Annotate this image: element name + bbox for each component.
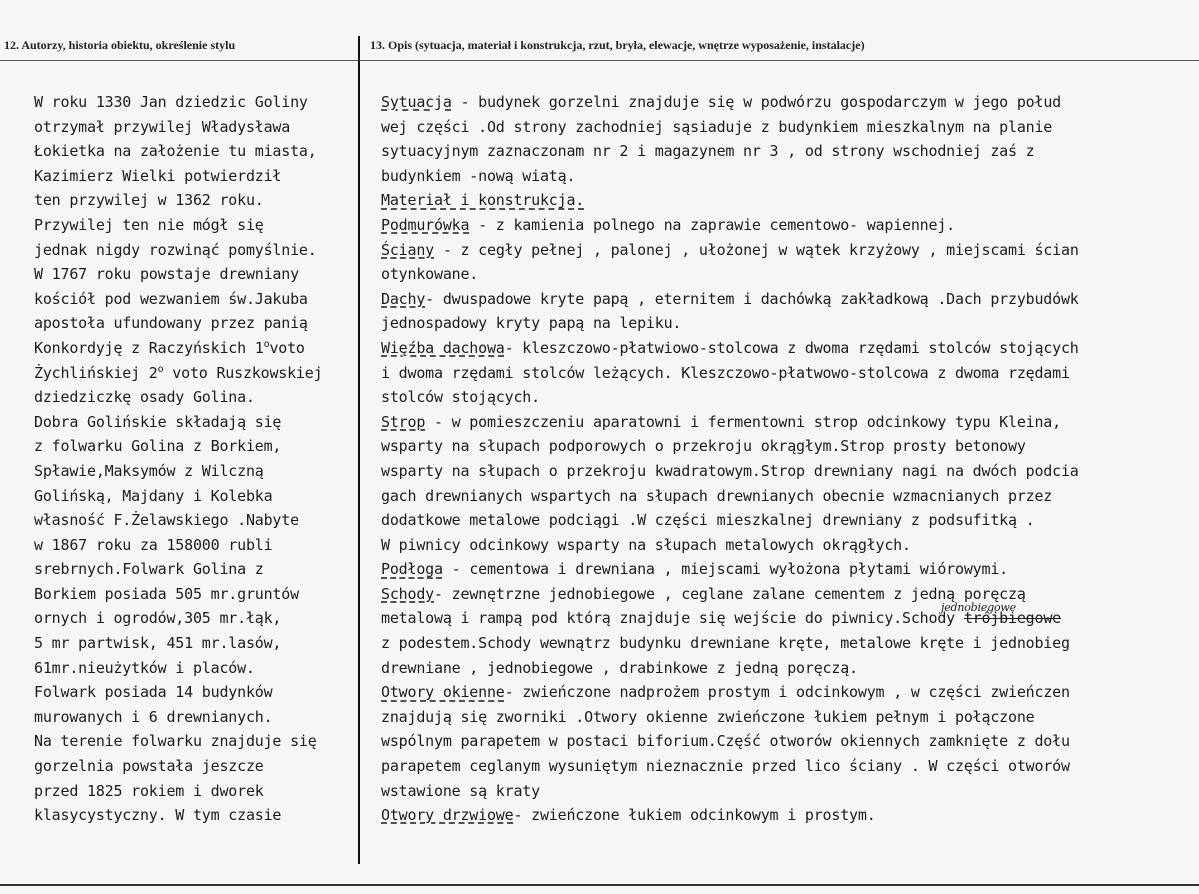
history-line: przed 1825 rokiem i dworek — [34, 781, 264, 800]
history-line: z folwarku Golina z Borkiem, — [34, 437, 282, 456]
section-12-header: 12. Autorzy, historia obiektu, określenie stylu — [4, 38, 236, 52]
description-line: znajdują się zworniki .Otwory okienne zwieńczone łukiem pełnym i połączone — [381, 707, 1035, 726]
history-line: Borkiem posiada 505 mr.gruntów — [34, 584, 299, 603]
description-line — [381, 188, 1195, 213]
description-text: metalową i rampą pod którą znajduje się wejście do piwnicy.Schody — [381, 609, 964, 628]
subsection-heading: Otwory drzwiowe — [381, 806, 514, 825]
description-text: - w pomieszczeniu aparatowni i fermentowni strop odcinkowy typu Kleina, — [425, 412, 1061, 431]
description-line: wsparty na słupach podporowych o przekroju okrągłym.Strop prosty betonowy — [381, 437, 1026, 456]
history-text: Konkordyję z Raczyńskich 1 — [34, 338, 264, 357]
bottom-border — [0, 884, 1199, 886]
history-line — [34, 361, 364, 386]
subsection-heading: Schody — [381, 584, 434, 603]
history-line — [34, 336, 364, 361]
history-line: kościół pod wezwaniem św.Jakuba — [34, 289, 308, 308]
description-line — [381, 557, 1195, 582]
description-line: metalową i rampą pod którą znajduje się wejście do piwnicy.Schody trójbiegowejednobiegowe — [381, 601, 1061, 628]
description-line: gach drewnianych wspartych na słupach drewnianych obecnie wzmacnianych przez — [381, 486, 1053, 505]
description-line: wstawione są kraty — [381, 781, 540, 800]
description-line: wej części .Od strony zachodniej sąsiaduje z budynkiem mieszkalnym na planie — [381, 117, 1053, 136]
description-line: dodatkowe metalowe podciągi .W części mieszkalnej drewniany z podsufitką . — [381, 511, 1035, 530]
description-text: - budynek gorzelni znajduje się w podwórzu gospodarczym w jego połud — [451, 93, 1061, 111]
history-line: Folwark posiada 14 budynków — [34, 683, 273, 702]
description-text: - z kamienia polnego na zaprawie cementowo- wapiennej. — [469, 215, 956, 234]
history-text: Żychlińskiej 2 — [34, 363, 158, 382]
description-text: - zewnętrzne jednobiegowe , ceglane zalane cementem z jedną poręczą — [434, 584, 1026, 603]
description-line: budynkiem -nową wiatą. — [381, 166, 576, 185]
description-line — [381, 680, 1195, 705]
description-text: - dwuspadowe kryte papą , eternitem i dachówką zakładkową .Dach przybudówk — [425, 289, 1079, 308]
history-line: murowanych i 6 drewnianych. — [34, 707, 273, 726]
subsection-heading: Podmurówka — [381, 215, 470, 234]
description-line: otynkowane. — [381, 265, 479, 284]
history-line: srebrnych.Folwark Golina z — [34, 560, 264, 579]
subsection-heading: Strop — [381, 412, 426, 431]
subsection-heading: Dachy — [381, 289, 426, 308]
description-line — [381, 287, 1195, 312]
description-line: parapetem ceglanym wysuniętym nieznacznie przed lico ściany . W części otworów — [381, 757, 1070, 776]
history-text: voto — [269, 338, 305, 357]
subsection-heading: Ściany — [381, 240, 434, 259]
history-line: Łokietka na założenie tu miasta, — [34, 142, 317, 161]
history-line: Kazimierz Wielki potwierdził — [34, 166, 282, 185]
description-text: - zwieńczone nadprożem prostym i odcinkowym , w części zwieńczen — [504, 683, 1070, 702]
description-line — [381, 336, 1195, 361]
history-line: 5 mr partwisk, 451 mr.lasów, — [34, 634, 282, 653]
description-line: z podestem.Schody wewnątrz budynku drewniane kręte, metalowe kręte i jednobieg — [381, 634, 1070, 653]
header-divider — [0, 60, 1199, 61]
superscript: o — [263, 338, 270, 350]
history-line: 61mr.nieużytków i placów. — [34, 658, 255, 677]
description-line: W piwnicy odcinkowy wsparty na słupach metalowych okrągłych. — [381, 535, 911, 554]
description-column — [381, 90, 1195, 828]
description-line: jednospadowy kryty papą na lepiku. — [381, 314, 682, 333]
history-line: W roku 1330 Jan dziedzic Goliny — [34, 93, 308, 111]
subsection-heading: Materiał i konstrukcja. — [381, 191, 585, 210]
subsection-heading: Więźba dachowa — [381, 338, 505, 357]
history-line: dziedziczkę osady Golina. — [34, 388, 255, 407]
description-line: i dwoma rzędami stolców leżących. Kleszczowo-płatwowo-stolcowa z dwoma rzędami — [381, 363, 1070, 382]
description-line — [381, 238, 1195, 263]
description-line: stolców stojących. — [381, 388, 540, 407]
description-text: - zwieńczone łukiem odcinkowym i prostym. — [513, 806, 876, 825]
history-line: W 1767 roku powstaje drewniany — [34, 265, 299, 284]
struck-word: trójbiegowe — [963, 609, 1061, 628]
description-line — [381, 213, 1195, 238]
subsection-heading: Otwory okienne — [381, 683, 505, 702]
section-13-header: 13. Opis (sytuacja, materiał i konstrukcja, rzut, bryła, elewacje, wnętrze wyposażenie, instalacje) — [370, 38, 865, 52]
history-line: Przywilej ten nie mógł się — [34, 215, 264, 234]
description-line: wspólnym parapetem w postaci biforium.Część otworów okiennych zamknięte z dołu — [381, 732, 1070, 751]
description-line — [381, 90, 1195, 115]
history-text: voto Ruszkowskiej — [163, 363, 323, 382]
history-line: apostoła ufundowany przez panią — [34, 314, 308, 333]
description-line — [381, 803, 1195, 828]
description-line: sytuacyjnym zaznaczonam nr 2 i magazynem nr 3 , od strony wschodniej zaś z — [381, 142, 1035, 161]
description-text: - kleszczowo-płatwiowo-stolcowa z dwoma rzędami stolców stojących — [504, 338, 1079, 357]
description-text: - z cegły pełnej , palonej , ułożonej w wątek krzyżowy , miejscami ścian — [434, 240, 1079, 259]
history-line: Golińską, Majdany i Kolebka — [34, 486, 273, 505]
superscript: o — [157, 363, 164, 375]
history-line: otrzymał przywilej Władysława — [34, 117, 291, 136]
subsection-heading: Podłoga — [381, 560, 443, 579]
history-line: Dobra Golińskie składają się — [34, 412, 282, 431]
history-line: własność F.Żelawskiego .Nabyte — [34, 511, 299, 530]
history-line: ten przywilej w 1362 roku. — [34, 191, 264, 210]
history-line: w 1867 roku za 158000 rubli — [34, 535, 273, 554]
history-line: gorzelnia powstała jeszcze — [34, 757, 264, 776]
history-line: Spławie,Maksymów z Wilczną — [34, 461, 264, 480]
description-line: drewniane , jednobiegowe , drabinkowe z jedną poręczą. — [381, 658, 858, 677]
description-text: - cementowa i drewniana , miejscami wyłożona płytami wiórowymi. — [442, 560, 1008, 579]
subsection-heading: Sytuacja — [381, 93, 452, 111]
history-line: klasycystyczny. W tym czasie — [34, 806, 282, 825]
history-column — [34, 90, 364, 828]
history-line: Na terenie folwarku znajduje się — [34, 732, 317, 751]
description-line: wsparty na słupach o przekroju kwadratowym.Strop drewniany nagi na dwóch podcia — [381, 461, 1079, 480]
history-line: ornych i ogrodów,305 mr.łąk, — [34, 609, 282, 628]
description-line — [381, 410, 1195, 435]
history-line: jednak nigdy rozwinąć pomyślnie. — [34, 240, 317, 259]
description-line — [381, 582, 1195, 607]
